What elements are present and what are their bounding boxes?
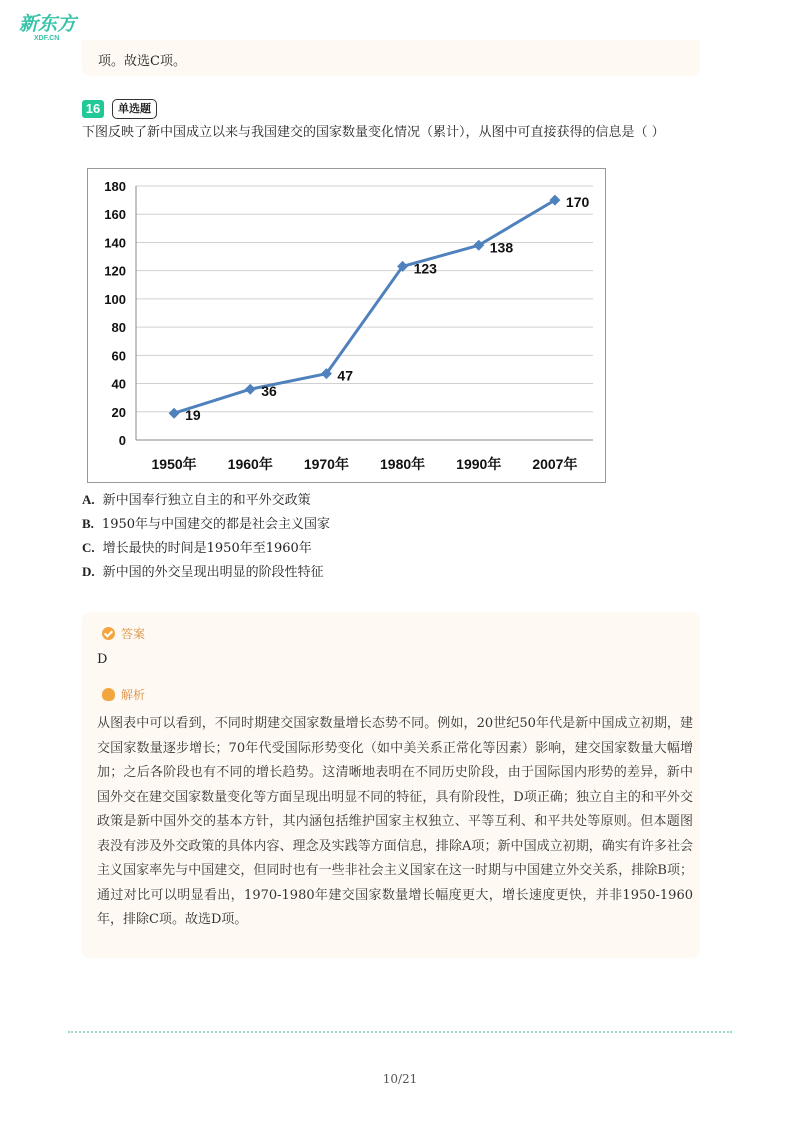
analysis-heading	[102, 686, 145, 703]
option-text: 新中国奉行独立自主的和平外交政策	[102, 493, 311, 508]
x-tick-label: 1990年	[456, 456, 502, 472]
y-tick-label: 60	[111, 348, 126, 364]
y-tick-label: 40	[111, 376, 126, 392]
lightbulb-icon	[102, 688, 115, 701]
series-line	[174, 200, 555, 413]
y-tick-label: 20	[111, 404, 126, 420]
data-label: 47	[337, 367, 353, 384]
data-label: 123	[413, 260, 437, 277]
y-tick-label: 0	[118, 433, 126, 448]
option-letter: A.	[82, 492, 95, 507]
question-number: 16	[82, 100, 104, 118]
logo-sub: XDF.CN	[34, 35, 60, 42]
data-point	[169, 408, 180, 419]
option-b[interactable]	[82, 512, 330, 536]
x-tick-label: 1950年	[151, 456, 197, 472]
y-tick-label: 160	[104, 207, 126, 223]
x-tick-label: 1960年	[227, 456, 273, 472]
option-text: 增长最快的时间是1950年至1960年	[102, 541, 312, 556]
option-letter: C.	[82, 540, 95, 555]
option-c[interactable]	[82, 536, 330, 560]
analysis-label: 解析	[121, 688, 146, 702]
question-type-badge: 单选题	[112, 99, 157, 119]
page-number: 10/21	[382, 1072, 418, 1086]
logo-text: 新东方	[19, 14, 77, 35]
y-tick-label: 140	[104, 235, 126, 251]
line-chart	[88, 169, 605, 482]
answer-heading	[102, 625, 145, 642]
check-icon	[102, 627, 115, 640]
data-label: 138	[489, 239, 514, 256]
y-tick-label: 180	[104, 179, 126, 194]
y-tick-label: 80	[111, 320, 126, 336]
option-d[interactable]	[82, 560, 330, 584]
option-a[interactable]	[82, 488, 330, 512]
x-tick-label: 2007年	[532, 456, 578, 472]
option-letter: B.	[82, 516, 94, 531]
option-letter: D.	[82, 564, 95, 579]
answer-label: 答案	[121, 627, 146, 641]
analysis-text: 从图表中可以看到，不同时期建交国家数量增长态势不同。例如，20世纪50年代是新中国成立初期，建交国家数量逐步增长；70年代受国际形势变化（如中美关系正常化等因素）影响，建交国家数量大幅增加；之后各阶段也有不同的增长趋势。这清晰地表明在不同历史阶段，由于国际国内形势的差异，新中国外交在建交国家数量变化等方面呈现出明显不同的特征，具有阶段性，D项正确；独立自主的和平外交政策是新中国外交的基本方针，其内涵包括维护国家主权独立、平等互利、和平共处等原则。但本题图表没有涉及外交政策的具体内容、理念及实践等方面信息，排除A项；新中国成立初期，确实有许多社会主义国家率先与中国建交，但同时也有一些非社会主义国家在这一时期与中国建立外交关系，排除B项；通过对比可以明显看出，1970-1980年建交国家数量增长幅度更大，增长速度更快，并非1950-1960年，排除C项。故选D项。	[97, 716, 693, 927]
y-tick-label: 100	[104, 291, 126, 307]
data-label: 36	[261, 383, 277, 400]
previous-analysis-tail: 项。故选C项。	[98, 54, 186, 69]
option-text: 1950年与中国建交的都是社会主义国家	[101, 517, 331, 532]
data-label: 19	[185, 407, 201, 424]
xdf-logo	[18, 8, 90, 44]
x-tick-label: 1980年	[380, 456, 426, 472]
x-tick-label: 1970年	[303, 456, 349, 472]
data-point	[245, 384, 256, 395]
question-stem: 下图反映了新中国成立以来与我国建交的国家数量变化情况（累计），从图中可直接获得的信息是（ ）	[82, 125, 665, 140]
options-list	[82, 488, 330, 584]
page-divider	[68, 1031, 732, 1033]
chart-container	[87, 168, 606, 483]
option-text: 新中国的外交呈现出明显的阶段性特征	[102, 565, 324, 580]
answer-value: D	[97, 652, 108, 667]
data-label: 170	[565, 194, 590, 211]
y-tick-label: 120	[104, 263, 126, 279]
